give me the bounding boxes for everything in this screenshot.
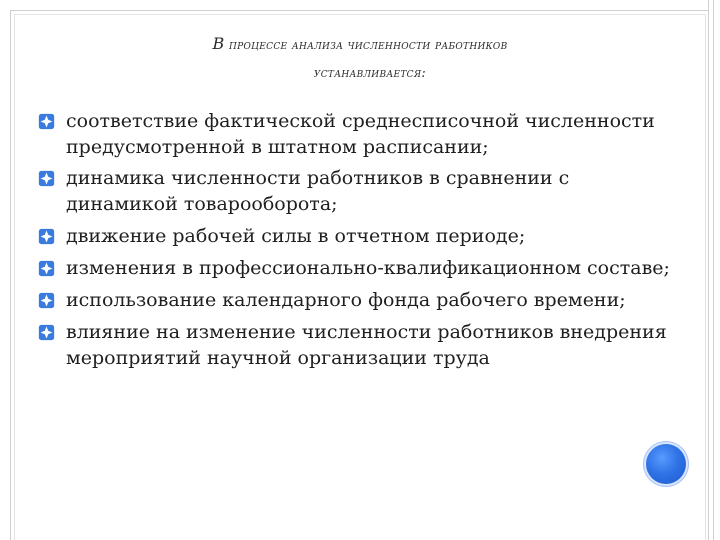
list-item-text: влияние на изменение численности работников внедрения мероприятий научной организации труда bbox=[66, 321, 667, 369]
star-diamond-icon bbox=[38, 260, 55, 277]
list-item bbox=[38, 223, 678, 249]
list-item bbox=[38, 319, 678, 371]
list-item bbox=[38, 165, 678, 217]
star-diamond-icon bbox=[38, 113, 55, 130]
list-item bbox=[38, 287, 678, 313]
bullet-list bbox=[38, 108, 678, 377]
title-line-1-text: процессе анализа численности работников bbox=[224, 38, 508, 53]
slide-title bbox=[40, 30, 680, 88]
list-item-text: изменения в профессионально-квалификационном составе; bbox=[66, 257, 670, 279]
list-item bbox=[38, 255, 678, 281]
star-diamond-icon bbox=[38, 292, 55, 309]
list-item-text: соответствие фактической среднесписочной численности предусмотренной в штатном расписании; bbox=[66, 110, 655, 158]
decorative-orb bbox=[646, 444, 686, 484]
list-item-text: динамика численности работников в сравнении с динамикой товарооборота; bbox=[66, 167, 570, 215]
star-diamond-icon bbox=[38, 324, 55, 341]
list-item bbox=[38, 108, 678, 160]
title-initial: В bbox=[212, 34, 225, 53]
title-line-2-text: устанавливается: bbox=[313, 66, 427, 81]
star-diamond-icon bbox=[38, 170, 55, 187]
star-diamond-icon bbox=[38, 228, 55, 245]
title-line-2 bbox=[40, 60, 680, 88]
slide-edge-strip bbox=[708, 0, 714, 540]
list-item-text: использование календарного фонда рабочего времени; bbox=[66, 289, 626, 311]
list-item-text: движение рабочей силы в отчетном периоде; bbox=[66, 225, 526, 247]
title-line-1 bbox=[40, 30, 680, 60]
